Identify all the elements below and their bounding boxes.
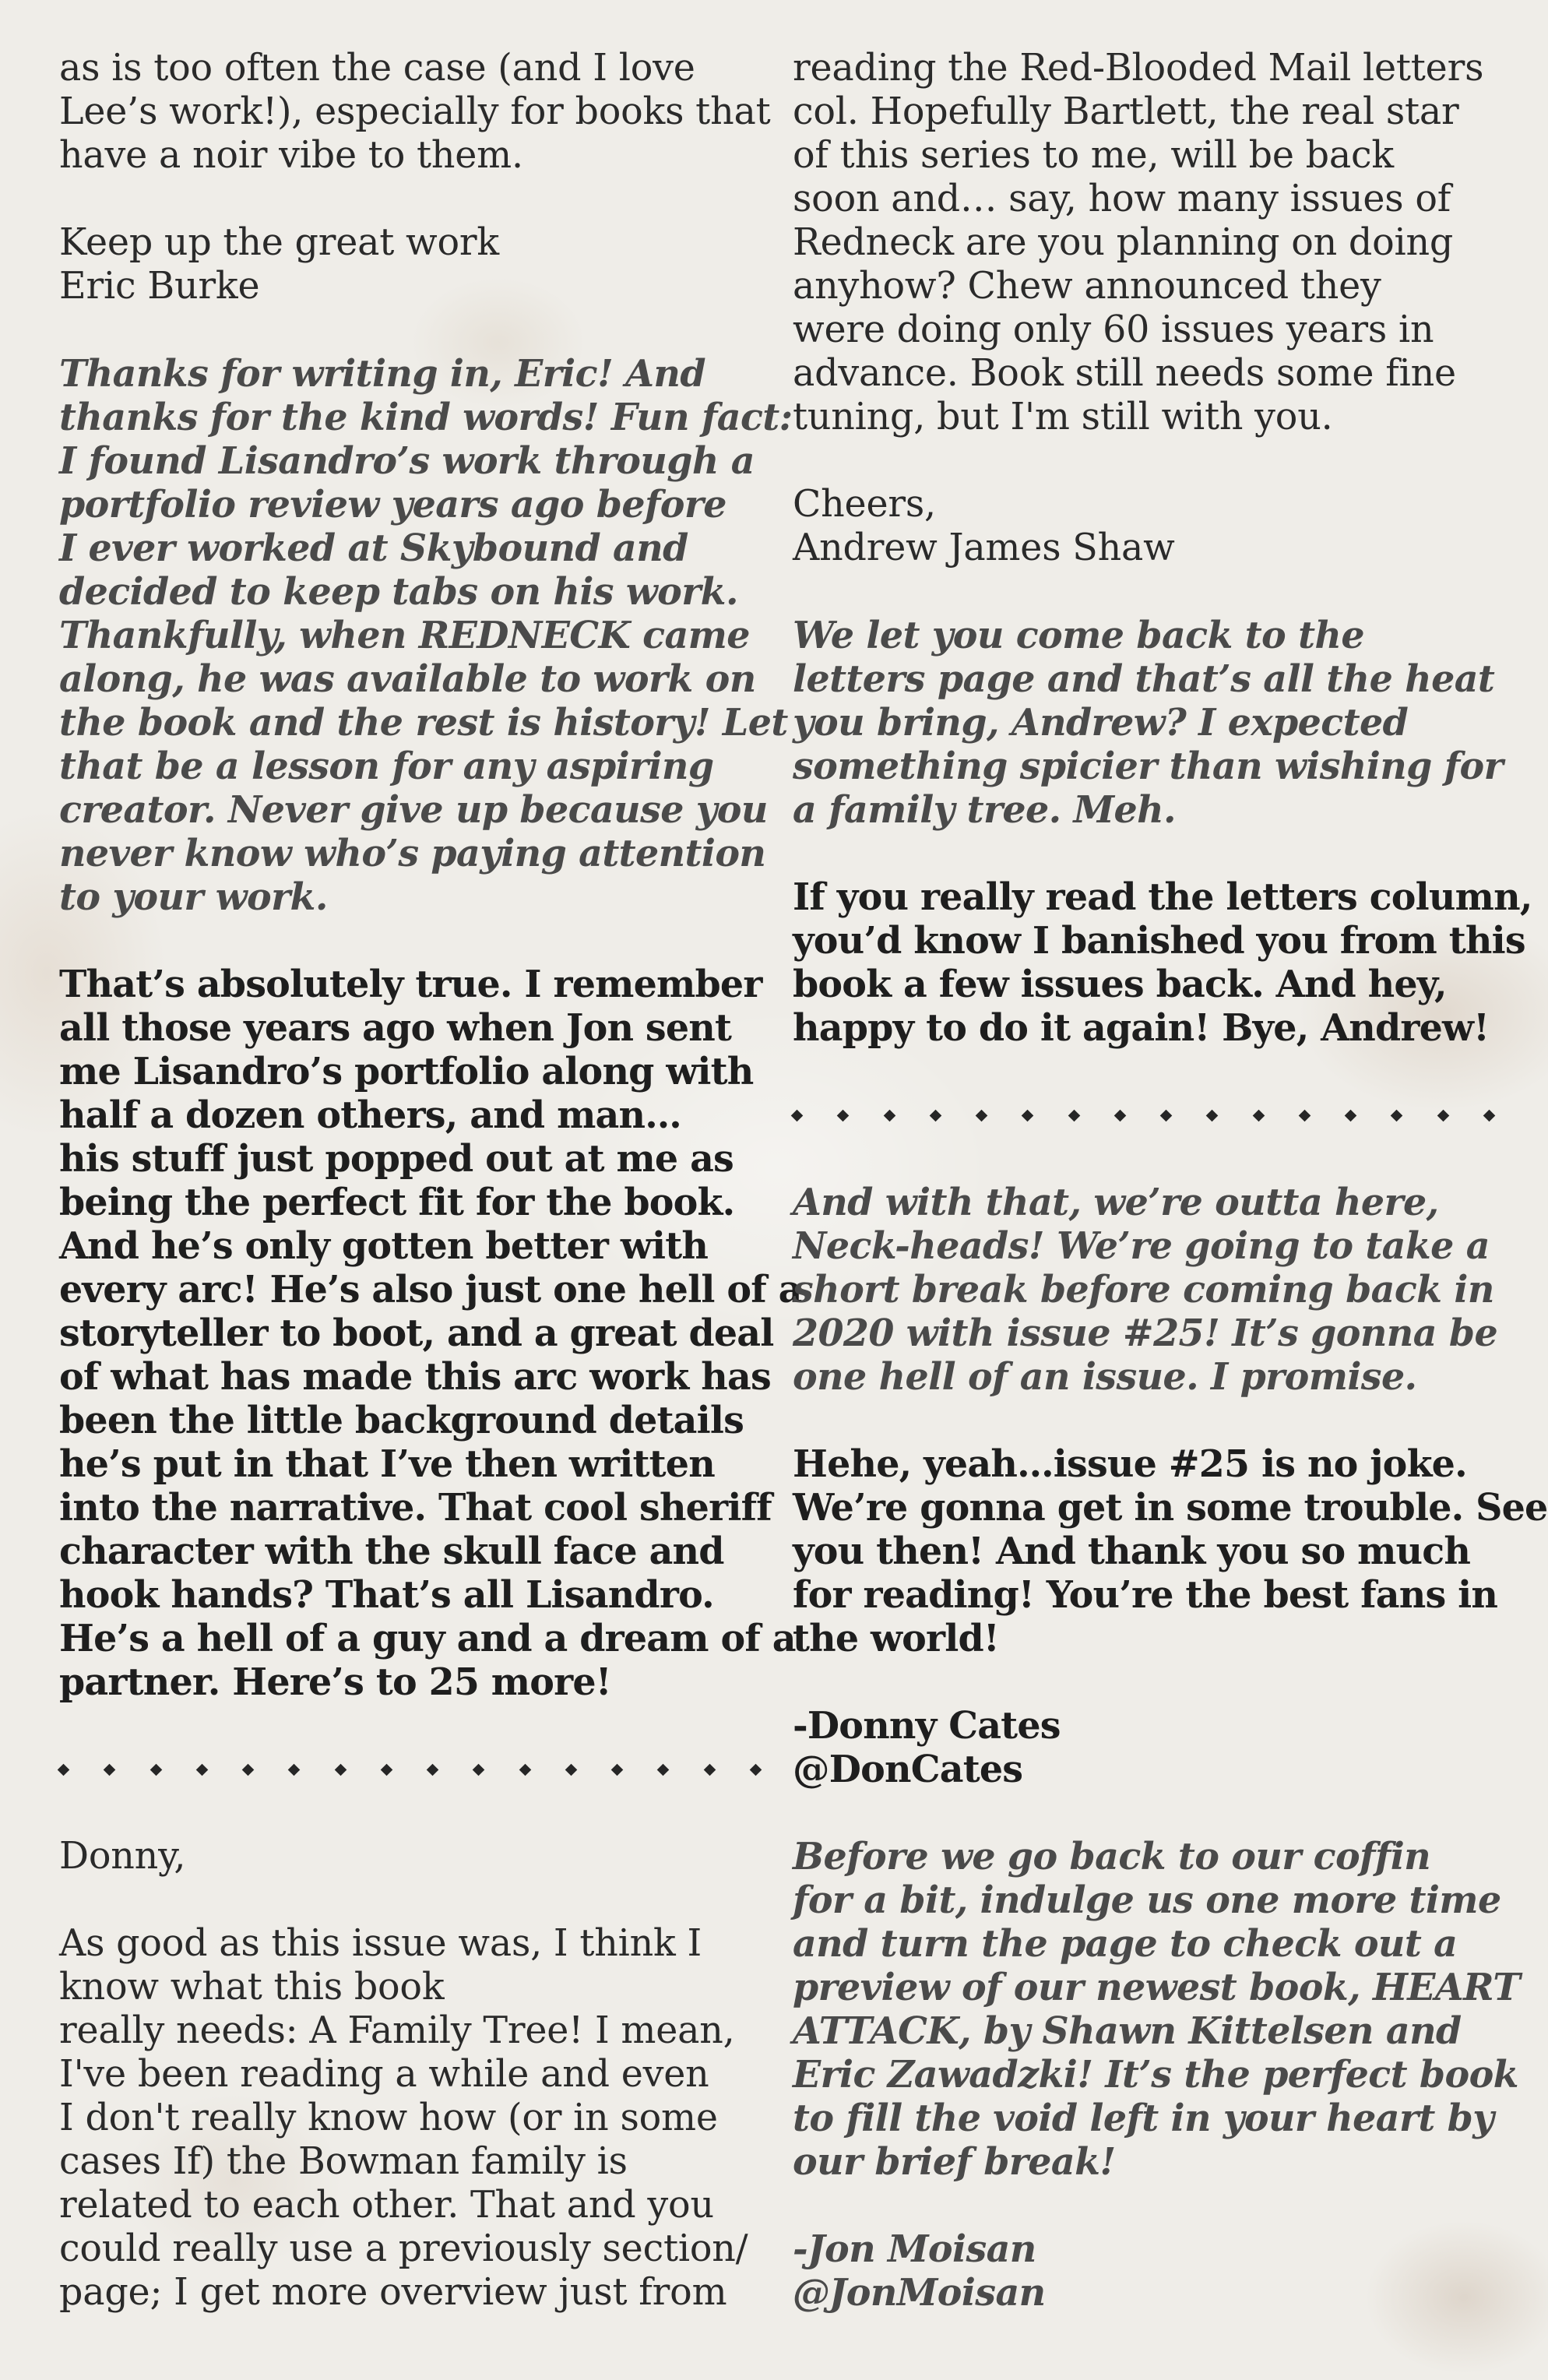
- jon-preview-message: [793, 1835, 1520, 2184]
- diamond-ornament-icon: [104, 1763, 116, 1776]
- text-line: as is too often the case (and I love: [59, 47, 695, 90]
- text-line: happy to do it again! Bye, Andrew!: [793, 1006, 1490, 1050]
- diamond-ornament-icon: [565, 1763, 578, 1776]
- text-line: storyteller to boot, and a great deal: [59, 1311, 774, 1355]
- text-line: to fill the void left in your heart by: [793, 2097, 1494, 2140]
- text-line: Cheers,: [793, 483, 936, 526]
- text-line: I ever worked at Skybound and: [59, 526, 688, 570]
- letter-andrew-continued: [793, 47, 1509, 439]
- letter-eric-ending: [59, 47, 776, 178]
- text-line: Eric Zawadzki! It’s the perfect book: [793, 2053, 1518, 2097]
- text-line: -Donny Cates: [793, 1704, 1061, 1748]
- text-line: @DonCates: [793, 1748, 1023, 1791]
- donny-reply-to-eric: [59, 963, 802, 1704]
- text-line: advance. Book still needs some fine: [793, 352, 1456, 395]
- text-line: the world!: [793, 1617, 999, 1660]
- text-line: of this series to me, will be back: [793, 134, 1394, 177]
- text-line: He’s a hell of a guy and a dream of a: [59, 1617, 796, 1660]
- diamond-ornament-icon: [657, 1763, 670, 1776]
- text-line: never know who’s paying attention: [59, 832, 766, 875]
- diamond-ornament-icon: [427, 1763, 439, 1776]
- text-line: our brief break!: [793, 2140, 1116, 2184]
- text-line: book a few issues back. And hey,: [793, 963, 1447, 1006]
- text-line: all those years ago when Jon sent: [59, 1006, 732, 1050]
- text-line: I've been reading a while and even: [59, 2053, 709, 2096]
- section-divider: [793, 1093, 1493, 1137]
- text-line: that be a lesson for any aspiring: [59, 745, 714, 788]
- text-line: I don't really know how (or in some: [59, 2097, 718, 2139]
- text-line: Eric Burke: [59, 265, 260, 308]
- text-line: tuning, but I'm still with you.: [793, 396, 1333, 438]
- diamond-ornament-icon: [288, 1763, 301, 1776]
- text-line: every arc! He’s also just one hell of a: [59, 1268, 802, 1311]
- text-line: Before we go back to our coffin: [793, 1835, 1431, 1878]
- diamond-ornament-icon: [1252, 1109, 1265, 1121]
- letter-eric-signoff: [59, 221, 776, 308]
- text-line: -Jon Moisan: [793, 2227, 1036, 2271]
- diamond-ornament-icon: [1299, 1109, 1311, 1121]
- text-line: cases If) the Bowman family is: [59, 2140, 628, 2183]
- text-line: Lee’s work!), especially for books that: [59, 90, 771, 133]
- text-line: partner. Here’s to 25 more!: [59, 1660, 611, 1704]
- text-line: Redneck are you planning on doing: [793, 221, 1454, 264]
- diamond-ornament-icon: [791, 1109, 804, 1121]
- text-line: creator. Never give up because you: [59, 788, 768, 832]
- text-line: Neck-heads! We’re going to take a: [793, 1224, 1490, 1268]
- text-line: hook hands? That’s all Lisandro.: [59, 1573, 714, 1617]
- diamond-ornament-icon: [750, 1763, 762, 1776]
- text-line: And he’s only gotten better with: [59, 1224, 709, 1268]
- diamond-ornament-icon: [58, 1763, 70, 1776]
- text-line: a family tree. Meh.: [793, 788, 1176, 832]
- donny-signature: [793, 1704, 1509, 1791]
- text-line: to your work.: [59, 875, 328, 919]
- jon-reply-to-eric: [59, 352, 793, 919]
- letter-andrew-greeting: [59, 1835, 776, 1878]
- text-line: @JonMoisan: [793, 2271, 1046, 2315]
- text-line: preview of our newest book, HEART: [793, 1966, 1520, 2009]
- text-line: were doing only 60 issues years in: [793, 308, 1434, 351]
- diamond-ornament-icon: [1160, 1109, 1173, 1121]
- text-line: one hell of an issue. I promise.: [793, 1355, 1417, 1399]
- diamond-ornament-icon: [196, 1763, 209, 1776]
- text-line: you’d know I banished you from this: [793, 919, 1525, 963]
- diamond-ornament-icon: [150, 1763, 162, 1776]
- text-line: you bring, Andrew? I expected: [793, 701, 1409, 745]
- text-line: have a noir vibe to them.: [59, 134, 523, 177]
- text-line: half a dozen others, and man…: [59, 1093, 681, 1137]
- text-line: related to each other. That and you: [59, 2184, 714, 2227]
- diamond-ornament-icon: [703, 1763, 716, 1776]
- text-line: something spicier than wishing for: [793, 745, 1504, 788]
- text-line: Keep up the great work: [59, 221, 499, 264]
- diamond-ornament-icon: [1345, 1109, 1357, 1121]
- text-line: been the little background details: [59, 1399, 744, 1442]
- donny-closing-message: [793, 1442, 1548, 1660]
- text-line: could really use a previously section/: [59, 2227, 748, 2270]
- text-line: thanks for the kind words! Fun fact:: [59, 396, 793, 439]
- text-line: Thankfully, when REDNECK came: [59, 614, 750, 657]
- section-divider: [59, 1748, 760, 1791]
- diamond-ornament-icon: [473, 1763, 485, 1776]
- diamond-ornament-icon: [930, 1109, 942, 1121]
- diamond-ornament-icon: [1483, 1109, 1496, 1121]
- text-line: page; I get more overview just from: [59, 2271, 727, 2314]
- diamond-ornament-icon: [1068, 1109, 1080, 1121]
- text-line: 2020 with issue #25! It’s gonna be: [793, 1311, 1498, 1355]
- diamond-ornament-icon: [334, 1763, 347, 1776]
- text-line: If you really read the letters column,: [793, 875, 1532, 919]
- diamond-ornament-icon: [242, 1763, 255, 1776]
- jon-reply-to-andrew: [793, 614, 1509, 832]
- text-line: We let you come back to the: [793, 614, 1364, 657]
- text-line: Thanks for writing in, Eric! And: [59, 352, 705, 396]
- text-line: being the perfect fit for the book.: [59, 1181, 735, 1224]
- diamond-ornament-icon: [976, 1109, 988, 1121]
- text-line: Andrew James Shaw: [793, 526, 1175, 569]
- text-line: me Lisandro’s portfolio along with: [59, 1050, 754, 1093]
- jon-signature: [793, 2227, 1509, 2315]
- text-line: of what has made this arc work has: [59, 1355, 771, 1399]
- text-line: along, he was available to work on: [59, 657, 756, 701]
- left-column: [59, 47, 802, 2358]
- text-line: his stuff just popped out at me as: [59, 1137, 734, 1181]
- text-line: As good as this issue was, I think I: [59, 1922, 702, 1965]
- text-line: That’s absolutely true. I remember: [59, 963, 762, 1006]
- letter-andrew-signoff: [793, 483, 1509, 570]
- text-line: the book and the rest is history! Let: [59, 701, 788, 745]
- diamond-ornament-icon: [1022, 1109, 1034, 1121]
- diamond-ornament-icon: [1437, 1109, 1449, 1121]
- text-line: character with the skull face and: [59, 1530, 724, 1573]
- text-line: Hehe, yeah…issue #25 is no joke.: [793, 1442, 1467, 1486]
- right-column: [793, 47, 1548, 2358]
- text-line: you then! And thank you so much: [793, 1530, 1471, 1573]
- letter-andrew-body: [59, 1922, 776, 2315]
- text-line: into the narrative. That cool sheriff: [59, 1486, 772, 1530]
- text-line: letters page and that’s all the heat: [793, 657, 1495, 701]
- diamond-ornament-icon: [611, 1763, 624, 1776]
- diamond-ornament-icon: [883, 1109, 895, 1121]
- jon-closing-message: [793, 1181, 1509, 1399]
- diamond-ornament-icon: [1391, 1109, 1403, 1121]
- text-line: reading the Red-Blooded Mail letters: [793, 47, 1484, 90]
- diamond-ornament-icon: [519, 1763, 531, 1776]
- text-line: And with that, we’re outta here,: [793, 1181, 1439, 1224]
- text-line: for reading! You’re the best fans in: [793, 1573, 1498, 1617]
- text-line: and turn the page to check out a: [793, 1922, 1458, 1966]
- diamond-ornament-icon: [1206, 1109, 1219, 1121]
- text-line: for a bit, indulge us one more time: [793, 1878, 1501, 1922]
- text-line: I found Lisandro’s work through a: [59, 439, 755, 483]
- text-line: really needs: A Family Tree! I mean,: [59, 2009, 735, 2052]
- text-line: he’s put in that I’ve then written: [59, 1442, 715, 1486]
- text-line: short break before coming back in: [793, 1268, 1494, 1311]
- text-line: We’re gonna get in some trouble. See: [793, 1486, 1548, 1530]
- text-line: ATTACK, by Shawn Kittelsen and: [793, 2009, 1462, 2053]
- diamond-ornament-icon: [1114, 1109, 1127, 1121]
- text-line: know what this book: [59, 1966, 445, 2009]
- text-line: col. Hopefully Bartlett, the real star: [793, 90, 1459, 133]
- text-line: soon and… say, how many issues of: [793, 178, 1451, 220]
- donny-reply-to-andrew: [793, 875, 1532, 1050]
- diamond-ornament-icon: [837, 1109, 850, 1121]
- text-line: portfolio review years ago before: [59, 483, 727, 526]
- diamond-ornament-icon: [381, 1763, 393, 1776]
- text-line: anyhow? Chew announced they: [793, 265, 1381, 308]
- text-line: Donny,: [59, 1835, 186, 1878]
- text-line: decided to keep tabs on his work.: [59, 570, 738, 614]
